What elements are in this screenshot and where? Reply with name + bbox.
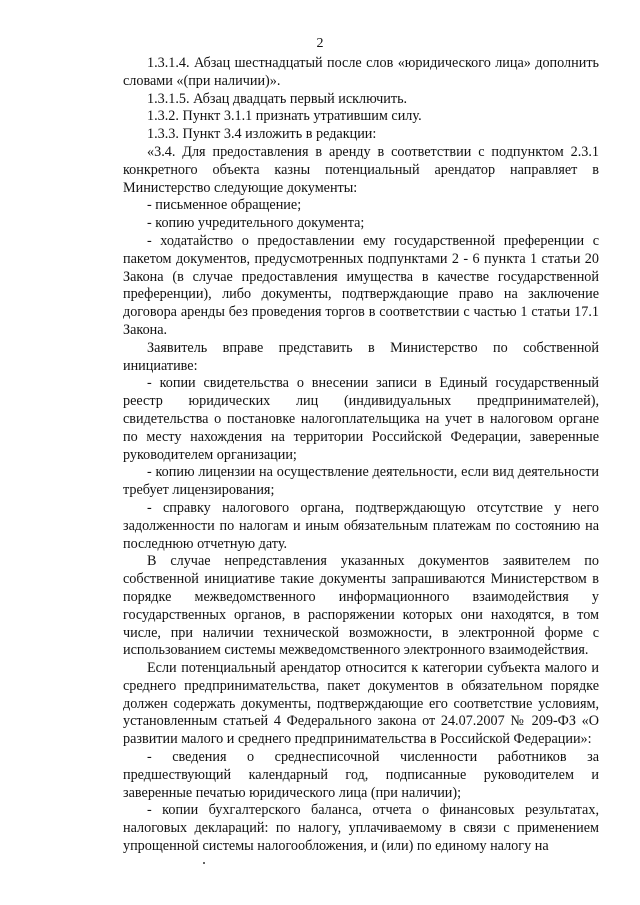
list-item-license-copy: - копию лицензии на осуществление деятельности, если вид деятельности требует лицензирования; [123, 464, 599, 499]
list-item-petition: - ходатайство о предоставлении ему государственной преференции с пакетом документов, предусмотренных подпунктами 2 - 6 пункта 1 статьи 20 Закона (в случае предоставления имущества в качестве государственной преференции), либо документы, подтверждающие право на заключение договора аренды без проведения торгов в соответствии с частью 1 статьи 17.1 Закона. [123, 232, 599, 338]
paragraph-1-3-1-5: 1.3.1.5. Абзац двадцать первый исключить. [147, 90, 408, 107]
list-item-registry-certificates: - копии свидетельства о внесении записи в Единый государственный реестр юридических лиц (индивидуальных предпринимателей), свидетельства о постановке налогоплательщика на учет в налоговом органе по месту нахождения на территории Российской Федерации, заверенные руководителем организации; [123, 375, 599, 463]
list-item-headcount-info: - сведения о среднесписочной численности работников за предшествующий календарный год, подписанные руководителем и заверенные печатью юридического лица (при наличии); [123, 749, 599, 801]
paragraph-1-3-2: 1.3.2. Пункт 3.1.1 признать утратившим силу. [147, 108, 422, 125]
document-body [123, 55, 599, 856]
paragraph-1-3-3: 1.3.3. Пункт 3.4 изложить в редакции: [147, 126, 377, 143]
list-item-tax-certificate: - справку налогового органа, подтверждающую отсутствие у него задолженности по налогам и иным обязательным платежам по состоянию на последнюю отчетную дату. [123, 499, 599, 552]
paragraph-1-3-1-4: 1.3.1.4. Абзац шестнадцатый после слов «юридического лица» дополнить словами «(при наличии)». [123, 55, 599, 89]
paragraph-sme-category: Если потенциальный арендатор относится к категории субъекта малого и среднего предпринимательства, пакет документов в обязательном порядке должен содержать документы, подтверждающие его соответствие условиям, установленным статьей 4 Федерального закона от 24.07.2007 № 209-ФЗ «О развитии малого и среднего предпринимательства в Российской Федерации»: [123, 660, 599, 748]
paragraph-3-4-intro: «3.4. Для предоставления в аренду в соответствии с подпунктом 2.3.1 конкретного объекта казны потенциальный арендатор направляет в Министерство следующие документы: [123, 143, 599, 196]
scan-speck [203, 862, 205, 864]
paragraph-applicant-right: Заявитель вправе представить в Министерство по собственной инициативе: [123, 339, 599, 374]
page-number: 2 [316, 36, 324, 51]
list-item-appeal: - письменное обращение; [147, 197, 302, 214]
list-item-balance-copies: - копии бухгалтерского баланса, отчета о финансовых результатах, налоговых деклараций: по налогу, уплачиваемому в связи с применением упрощенной системы налогообложения, и (или) по единому налогу на [123, 802, 599, 855]
paragraph-non-submission: В случае непредставления указанных документов заявителем по собственной инициативе такие документы запрашиваются Министерством в порядке межведомственного информационного взаимодействия у государственных органов, в распоряжении которых они находятся, в том числе, при наличии технической возможности, в электронной форме с использованием системы межведомственного электронного взаимодействия. [123, 553, 599, 659]
list-item-charter-copy: - копию учредительного документа; [147, 215, 365, 232]
